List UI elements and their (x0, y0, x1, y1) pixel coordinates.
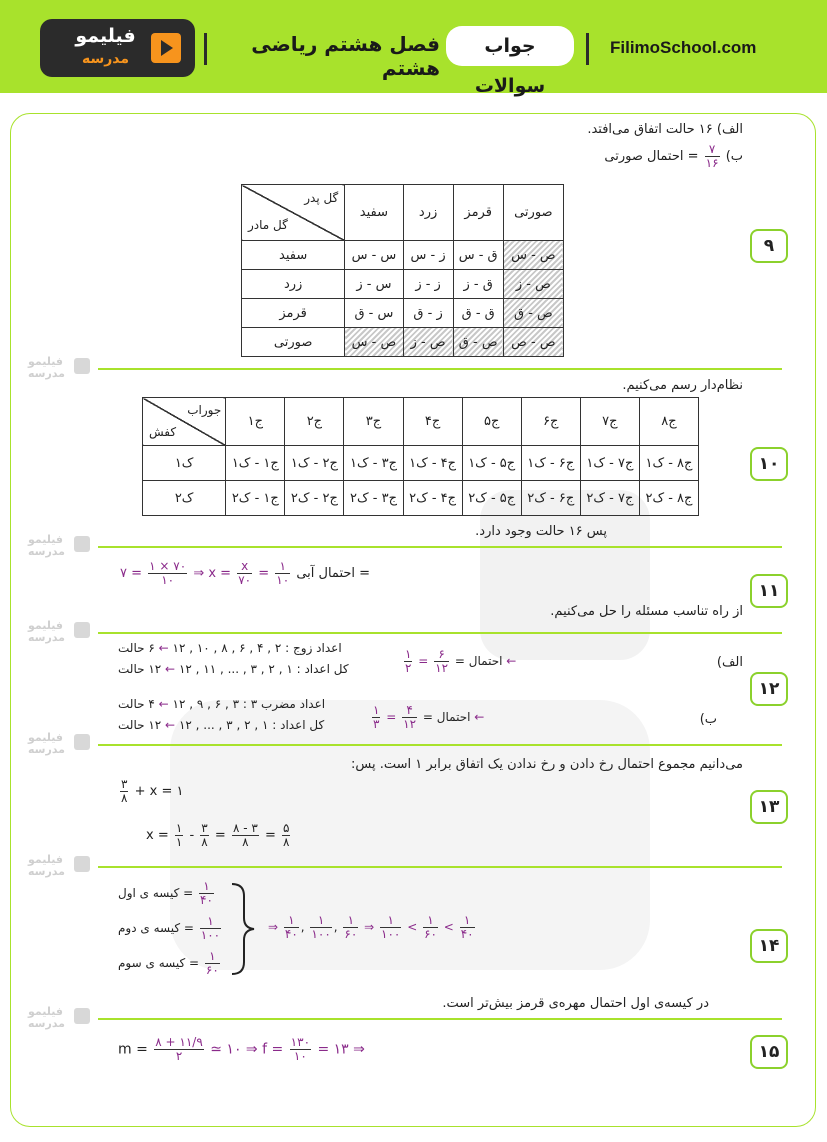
q10-cell: ج۷ - ک۲ (580, 481, 639, 516)
watermark-icon (74, 358, 90, 374)
question-number-badge: ۹ (750, 229, 788, 263)
q9-part-a: الف) ۱۶ حالت اتفاق می‌افتد. (587, 122, 743, 137)
q10-col-header: ج۷ (580, 398, 639, 446)
q9-row-label: زرد (242, 270, 345, 299)
q10-cell: ج۳ - ک۲ (344, 481, 403, 516)
q10-cell: ج۱ - ک۱ (226, 446, 285, 481)
question-number-badge: ۱۱ (750, 574, 788, 608)
header-divider-left (204, 33, 207, 65)
filimo-watermark: فیلیمو مدرسه (28, 620, 92, 648)
q13-intro: می‌دانیم مجموع احتمال رخ دادن و رخ ندادن یک اتفاق برابر ۱ است. پس: (351, 757, 743, 772)
watermark-icon (74, 734, 90, 750)
q11-fraction-1: $\frac{۱}{۱۰}$ (276, 559, 290, 587)
section-divider (98, 368, 782, 370)
q9-cell: ص - س (345, 328, 403, 357)
q9-table (241, 184, 564, 357)
filimo-watermark: فیلیمو مدرسه (28, 854, 92, 882)
q10-col-header: ج۸ (639, 398, 698, 446)
answers-pill: جواب سوالات (446, 26, 574, 66)
q11-equation (120, 560, 370, 587)
q11-equals: = (258, 566, 270, 581)
q9-fraction: $\frac{۷}{۱۶}$ (705, 142, 719, 170)
q9-cell: س - س (345, 241, 403, 270)
q9-row-label: قرمز (242, 299, 345, 328)
watermark-icon (74, 622, 90, 638)
q10-cell: ج۲ - ک۱ (285, 446, 344, 481)
q10-outro: پس ۱۶ حالت وجود دارد. (475, 524, 607, 539)
filimo-watermark: فیلیمو مدرسه (28, 732, 92, 760)
q12-a-prob: ← احتمال = $\frac{۶}{۱۲}$ = $\frac{۱}{۲}$ (405, 647, 517, 675)
question-number-badge: ۱۴ (750, 929, 788, 963)
q9-cell: ق - ز (453, 270, 503, 299)
play-pencil-icon (151, 33, 181, 63)
q9-cell: ق - ق (453, 299, 503, 328)
q10-corner-top: جوراب (187, 403, 222, 417)
q9-col-header: زرد (403, 185, 453, 241)
page-title: فصل هشتم ریاضی هشتم (251, 32, 440, 80)
q15-equation: m = $\frac{۸ + ۱۱/۹}{۲}$ ≃ ۱۰ ⇒ f = $\frac{۱۳۰}{۱۰}$ = ۱۳ ⇒ (118, 1035, 365, 1063)
q12-a-label: الف) (716, 655, 743, 670)
q11-result: = ۷ (120, 566, 143, 581)
section-divider (98, 1018, 782, 1020)
q12-a-line1: اعداد زوج : ۲ , ۴ , ۶ , ۸ , ۱۰ , ۱۲ ← ۶ حالت (118, 641, 342, 655)
q9-cell: س - ق (345, 299, 403, 328)
q9-cell: ص - ز (503, 270, 563, 299)
q10-cell: ج۵ - ک۲ (462, 481, 521, 516)
q9-cell: ز - ز (403, 270, 453, 299)
q9-cell: ص - ق (503, 299, 563, 328)
watermark-icon (74, 1008, 90, 1024)
q9-cell: ق - س (453, 241, 503, 270)
filimo-watermark: فیلیمو مدرسه (28, 1006, 92, 1034)
q14-bag3: $\frac{۱}{۶۰}$ = کیسه ی سوم (118, 949, 219, 977)
filimo-watermark: فیلیمو مدرسه (28, 356, 92, 384)
q10-cell: ج۷ - ک۱ (580, 446, 639, 481)
watermark-icon (74, 536, 90, 552)
q10-cell: ج۳ - ک۱ (344, 446, 403, 481)
q10-col-header: ج۶ (521, 398, 580, 446)
header-banner (0, 0, 827, 97)
q14-bag2: $\frac{۱}{۱۰۰}$ = کیسه ی دوم (118, 914, 221, 942)
q10-cell: ج۵ - ک۱ (462, 446, 521, 481)
logo-text-line1: فیلیمو (75, 25, 136, 47)
q10-cell: ج۲ - ک۲ (285, 481, 344, 516)
section-divider (98, 866, 782, 868)
q10-cell: ج۶ - ک۱ (521, 446, 580, 481)
curly-brace-icon (228, 882, 258, 976)
q10-table (142, 397, 699, 516)
question-number-badge: ۱۲ (750, 672, 788, 706)
section-divider (98, 546, 782, 548)
q11-outro: از راه تناسب مسئله را حل می‌کنیم. (550, 604, 743, 619)
q10-cell: ج۴ - ک۱ (403, 446, 462, 481)
q12-b-line1: اعداد مضرب ۳ : ۳ , ۶ , ۹ , ۱۲ ← ۴ حالت (118, 697, 326, 711)
q10-intro: نظام‌دار رسم می‌کنیم. (622, 378, 743, 393)
q9-col-header: قرمز (453, 185, 503, 241)
q14-result: ⇒ $\frac{۱}{۴۰}$ , $\frac{۱}{۱۰۰}$ , $\frac{۱}{۶۰}$ ⇒ $\frac{۱}{۱۰۰}$ < $\frac{۱}{۶۰}$ < $\frac{۱}{۴۰}$ (268, 913, 474, 941)
question-number-badge: ۱۰ (750, 447, 788, 481)
q9-cell: ز - س (403, 241, 453, 270)
site-url[interactable]: FilimoSchool.com (610, 38, 757, 57)
q12-b-label: ب) (699, 712, 717, 727)
filimo-watermark: فیلیمو مدرسه (28, 534, 92, 562)
section-divider (98, 632, 782, 634)
q9-cell: ز - ق (403, 299, 453, 328)
q10-cell: ج۱ - ک۲ (226, 481, 285, 516)
watermark-icon (74, 856, 90, 872)
q12-b-line2: کل اعداد : ۱ , ۲ , ۳ , ... , ۱۲ ← ۱۲ حالت (118, 718, 325, 732)
q10-cell: ج۴ - ک۲ (403, 481, 462, 516)
q10-col-header: ج۱ (226, 398, 285, 446)
q9-corner-top: گل پدر (304, 191, 339, 205)
q12-a-line2: کل اعداد : ۱ , ۲ , ۳ , ... , ۱۱ , ۱۲ ← ۱۲ حالت (118, 662, 349, 676)
q13-line1: $\frac{۳}{۸}$ + x = ۱ (121, 777, 184, 805)
q10-cell: ج۶ - ک۲ (521, 481, 580, 516)
q10-row-label: ک۲ (143, 481, 226, 516)
q9-cell: س - ز (345, 270, 403, 299)
filimo-logo[interactable] (40, 19, 195, 77)
q10-row-label: ک۱ (143, 446, 226, 481)
q9-col-header: سفید (345, 185, 403, 241)
q9-cell: ص - ص (503, 328, 563, 357)
q14-bag1: $\frac{۱}{۴۰}$ = کیسه ی اول (118, 879, 213, 907)
q14-outro: در کیسه‌ی اول احتمال مهره‌ی قرمز بیش‌تر است. (442, 996, 709, 1011)
q10-col-header: ج۵ (462, 398, 521, 446)
section-divider (98, 744, 782, 746)
q9-col-header: صورتی (503, 185, 563, 241)
q9-cell: ص - ق (453, 328, 503, 357)
q12-b-prob: ← احتمال = $\frac{۴}{۱۲}$ = $\frac{۱}{۳}$ (373, 703, 485, 731)
q9-row-label: صورتی (242, 328, 345, 357)
q11-label: = احتمال آبی (296, 566, 371, 581)
q9-cell: ص - س (503, 241, 563, 270)
q10-col-header: ج۴ (403, 398, 462, 446)
q10-col-header: ج۳ (344, 398, 403, 446)
q10-cell: ج۸ - ک۱ (639, 446, 698, 481)
q9-corner-cell (242, 185, 345, 241)
q13-line2: x = $\frac{۱}{۱}$ - $\frac{۳}{۸}$ = $\frac{۸ - ۳}{۸}$ = $\frac{۵}{۸}$ (146, 821, 290, 849)
q9-corner-bottom: گل مادر (248, 218, 288, 232)
question-number-badge: ۱۵ (750, 1035, 788, 1069)
q9-part-b (604, 143, 743, 170)
q11-fraction-3: $\frac{۷۰ \times ۱}{۱۰}$ (149, 559, 187, 587)
header-divider-right (586, 33, 589, 65)
q10-cell: ج۸ - ک۲ (639, 481, 698, 516)
q9-b-text: = احتمال صورتی (604, 149, 699, 164)
q10-col-header: ج۲ (285, 398, 344, 446)
q11-implies: ⇒ x = (193, 566, 232, 581)
q9-row-label: سفید (242, 241, 345, 270)
q9-b-label: ب) (725, 149, 743, 164)
logo-text-line2: مدرسه (81, 51, 130, 67)
q11-fraction-2: $\frac{x}{۷۰}$ (238, 559, 252, 587)
question-number-badge: ۱۳ (750, 790, 788, 824)
q9-cell: ص - ز (403, 328, 453, 357)
q10-corner-cell (143, 398, 226, 446)
q10-corner-bottom: کفش (149, 425, 177, 439)
